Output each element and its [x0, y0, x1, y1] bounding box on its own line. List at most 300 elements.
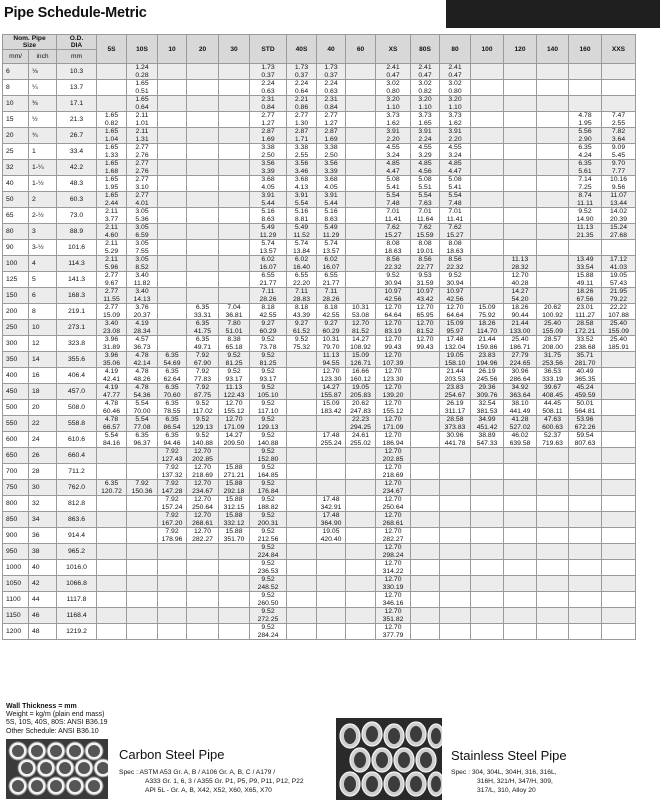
schedule-cell: 53.96 672.26: [569, 416, 602, 432]
schedule-cell: 3.40 14.13: [127, 288, 158, 304]
table-row: [3, 192, 636, 208]
schedule-cell: [411, 352, 440, 368]
schedule-cell: 26.19 311.17: [440, 400, 471, 416]
schedule-cell: [602, 608, 636, 624]
size-mm-cell: 20: [3, 128, 29, 144]
schedule-cell: 4.19 47.77: [97, 384, 127, 400]
schedule-cell: [187, 256, 219, 272]
schedule-cell: [569, 80, 602, 96]
schedule-cell: 52.37 719.63: [537, 432, 569, 448]
schedule-cell: 4.19 42.41: [97, 368, 127, 384]
size-inch-cell: 6: [29, 288, 57, 304]
schedule-cell: 7.62 15.59: [411, 224, 440, 240]
schedule-cell: [537, 480, 569, 496]
schedule-cell: [471, 256, 504, 272]
od-cell: 1016.0: [57, 560, 97, 576]
od-cell: 711.2: [57, 464, 97, 480]
schedule-cell: 12.70 64.64: [376, 304, 411, 320]
schedule-cell: 3.38 2.55: [287, 144, 317, 160]
schedule-cell: [158, 208, 187, 224]
schedule-cell: [537, 208, 569, 224]
schedule-header: 40S: [287, 35, 317, 64]
schedule-cell: 7.11 28.83: [287, 288, 317, 304]
schedule-cell: 9.52 272.25: [250, 608, 287, 624]
size-inch-cell: 1-¼: [29, 160, 57, 176]
schedule-cell: 3.05 8.52: [127, 256, 158, 272]
size-mm-cell: 350: [3, 352, 29, 368]
schedule-cell: 47.63 600.63: [537, 416, 569, 432]
schedule-cell: [537, 176, 569, 192]
schedule-cell: 3.56 3.39: [250, 160, 287, 176]
schedule-cell: 1.73 0.37: [317, 64, 346, 80]
schedule-cell: 28.58 172.21: [569, 320, 602, 336]
schedule-cell: 11.13 122.43: [219, 384, 250, 400]
schedule-cell: 12.70 171.09: [219, 416, 250, 432]
schedule-cell: 46.02 639.58: [504, 432, 537, 448]
size-mm-cell: 600: [3, 432, 29, 448]
schedule-cell: 4.55 3.24: [376, 144, 411, 160]
od-cell: 457.0: [57, 384, 97, 400]
od-cell: 406.4: [57, 368, 97, 384]
schedule-cell: [287, 528, 317, 544]
schedule-cell: 4.85 4.47: [376, 160, 411, 176]
schedule-cell: 9.52 212.56: [250, 528, 287, 544]
schedule-cell: 17.12 41.03: [602, 256, 636, 272]
schedule-cell: [317, 544, 346, 560]
schedule-cell: [317, 592, 346, 608]
schedule-cell: 14.27 209.50: [219, 432, 250, 448]
schedule-cell: 10.97 42.56: [376, 288, 411, 304]
schedule-cell: 3.38 2.50: [250, 144, 287, 160]
schedule-cell: [97, 464, 127, 480]
schedule-cell: [158, 288, 187, 304]
schedule-cell: 10.31 79.70: [317, 336, 346, 352]
od-cell: 1066.8: [57, 576, 97, 592]
schedule-cell: 18.26 114.70: [471, 320, 504, 336]
schedule-cell: 2.77 2.76: [127, 144, 158, 160]
schedule-cell: [158, 560, 187, 576]
size-inch-cell: 3-½: [29, 240, 57, 256]
size-mm-cell: 700: [3, 464, 29, 480]
schedule-cell: [346, 224, 376, 240]
schedule-cell: [471, 464, 504, 480]
schedule-cell: 12.70 186.94: [376, 432, 411, 448]
schedule-cell: 9.52 117.02: [187, 400, 219, 416]
schedule-cell: [219, 112, 250, 128]
schedule-cell: [411, 432, 440, 448]
schedule-cell: [158, 128, 187, 144]
schedule-cell: [127, 496, 158, 512]
schedule-cell: 8.08 19.01: [411, 240, 440, 256]
schedule-cell: 5.08 5.41: [440, 176, 471, 192]
schedule-cell: [158, 304, 187, 320]
schedule-cell: 9.52 248.52: [250, 576, 287, 592]
schedule-cell: 7.92 67.90: [187, 352, 219, 368]
size-mm-cell: 32: [3, 160, 29, 176]
schedule-header: 60: [346, 35, 376, 64]
schedule-cell: 5.74 13.84: [287, 240, 317, 256]
schedule-cell: 12.70 81.52: [411, 320, 440, 336]
schedule-cell: [287, 592, 317, 608]
schedule-cell: 20.62 247.83: [346, 400, 376, 416]
schedule-cell: 7.62 15.27: [440, 224, 471, 240]
schedule-cell: 2.21 0.86: [287, 96, 317, 112]
table-row: [3, 512, 636, 528]
size-inch-cell: 3: [29, 224, 57, 240]
schedule-cell: [504, 208, 537, 224]
schedule-cell: [187, 288, 219, 304]
schedule-cell: [219, 544, 250, 560]
schedule-cell: 1.65 0.82: [97, 112, 127, 128]
schedule-cell: 17.48 364.90: [317, 512, 346, 528]
schedule-cell: [187, 176, 219, 192]
schedule-cell: [346, 192, 376, 208]
schedule-cell: [504, 544, 537, 560]
schedule-cell: 7.80 51.01: [219, 320, 250, 336]
ansi-5s-note: 5S, 10S, 40S, 80S: ANSI B36.19: [6, 719, 108, 727]
schedule-cell: 20.62 100.92: [537, 304, 569, 320]
schedule-cell: 7.92 147.28: [158, 480, 187, 496]
schedule-cell: 9.52 30.94: [376, 272, 411, 288]
schedule-cell: [287, 624, 317, 640]
schedule-cell: [471, 80, 504, 96]
schedule-cell: [537, 560, 569, 576]
schedule-cell: [569, 448, 602, 464]
schedule-cell: 34.92 363.64: [504, 384, 537, 400]
carbon-spec-line: API 5L - Gr. A, B, X42, X52, X60, X65, X70: [145, 787, 272, 794]
schedule-cell: 15.09 126.71: [346, 352, 376, 368]
schedule-cell: 9.52 188.82: [250, 496, 287, 512]
size-inch-cell: 2-½: [29, 208, 57, 224]
schedule-cell: 6.35 41.75: [187, 320, 219, 336]
schedule-cell: [504, 224, 537, 240]
schedule-cell: [97, 80, 127, 96]
od-cell: 141.3: [57, 272, 97, 288]
schedule-cell: 6.02 16.07: [250, 256, 287, 272]
schedule-cell: 19.05 420.40: [317, 528, 346, 544]
schedule-cell: [97, 96, 127, 112]
schedule-cell: [537, 576, 569, 592]
schedule-cell: 2.24 0.63: [250, 80, 287, 96]
schedule-cell: 2.41 0.47: [411, 64, 440, 80]
od-cell: 273.1: [57, 320, 97, 336]
schedule-cell: 9.52 30.94: [440, 272, 471, 288]
schedule-cell: 6.35 120.72: [97, 480, 127, 496]
schedule-cell: 6.35 96.37: [127, 432, 158, 448]
schedule-cell: 12.70 99.43: [411, 336, 440, 352]
schedule-cell: [158, 160, 187, 176]
schedule-cell: 2.11 5.29: [97, 240, 127, 256]
od-cell: 812.8: [57, 496, 97, 512]
schedule-cell: [471, 128, 504, 144]
schedule-cell: [127, 624, 158, 640]
schedule-cell: [346, 176, 376, 192]
schedule-cell: 8.74 11.11: [569, 192, 602, 208]
table-row: [3, 240, 636, 256]
title-bar: [0, 0, 660, 28]
schedule-cell: [187, 112, 219, 128]
schedule-cell: [504, 112, 537, 128]
stainless-pipe-photo: [336, 718, 442, 800]
schedule-cell: 7.04 36.81: [219, 304, 250, 320]
schedule-cell: [504, 160, 537, 176]
schedule-cell: [602, 96, 636, 112]
schedule-cell: 3.56 3.39: [317, 160, 346, 176]
schedule-cell: 7.92 178.96: [158, 528, 187, 544]
schedule-cell: 10.97 42.56: [440, 288, 471, 304]
schedule-cell: [471, 224, 504, 240]
table-row: [3, 96, 636, 112]
schedule-cell: [504, 464, 537, 480]
size-inch-cell: 5: [29, 272, 57, 288]
schedule-cell: 8.18 42.55: [250, 304, 287, 320]
schedule-cell: 9.09 5.45: [602, 144, 636, 160]
od-cell: 508.0: [57, 400, 97, 416]
schedule-cell: 35.71 281.70: [569, 352, 602, 368]
schedule-cell: [187, 80, 219, 96]
schedule-cell: 9.27 60.29: [317, 320, 346, 336]
schedule-cell: [97, 624, 127, 640]
schedule-cell: 16.66 160.12: [346, 368, 376, 384]
schedule-cell: 1.65 1.33: [97, 144, 127, 160]
schedule-cell: [287, 560, 317, 576]
schedule-cell: 26.19 245.56: [471, 368, 504, 384]
schedule-cell: [471, 576, 504, 592]
schedule-cell: [537, 160, 569, 176]
schedule-cell: [127, 608, 158, 624]
schedule-cell: [158, 112, 187, 128]
table-row: [3, 432, 636, 448]
schedule-cell: 4.57 36.73: [127, 336, 158, 352]
schedule-cell: 3.20 1.10: [411, 96, 440, 112]
schedule-cell: [440, 592, 471, 608]
schedule-cell: [187, 144, 219, 160]
schedule-cell: 4.78 66.57: [97, 416, 127, 432]
schedule-cell: [219, 448, 250, 464]
schedule-cell: 2.77 3.10: [127, 176, 158, 192]
schedule-cell: 3.68 4.05: [317, 176, 346, 192]
schedule-cell: [346, 160, 376, 176]
schedule-cell: 12.70 282.27: [187, 528, 219, 544]
table-row: [3, 400, 636, 416]
table-row: [3, 592, 636, 608]
schedule-cell: [537, 80, 569, 96]
schedule-cell: 2.11 3.77: [97, 208, 127, 224]
schedule-cell: [158, 576, 187, 592]
schedule-header: XXS: [602, 35, 636, 64]
schedule-cell: 7.92 87.75: [187, 384, 219, 400]
schedule-cell: [97, 512, 127, 528]
schedule-cell: [569, 464, 602, 480]
schedule-cell: [287, 512, 317, 528]
schedule-cell: [127, 592, 158, 608]
schedule-cell: 3.91 2.24: [411, 128, 440, 144]
schedule-cell: [287, 400, 317, 416]
table-row: [3, 160, 636, 176]
schedule-cell: [504, 192, 537, 208]
schedule-cell: [187, 192, 219, 208]
od-cell: 1219.2: [57, 624, 97, 640]
schedule-cell: 15.09 95.97: [440, 320, 471, 336]
table-row: [3, 256, 636, 272]
schedule-cell: 12.70 139.20: [376, 384, 411, 400]
schedule-cell: [287, 464, 317, 480]
schedule-cell: 3.40 11.82: [127, 272, 158, 288]
schedule-header: 10: [158, 35, 187, 64]
schedule-cell: 9.52 176.84: [250, 480, 287, 496]
size-mm-cell: 1200: [3, 624, 29, 640]
schedule-cell: 11.13 28.32: [504, 256, 537, 272]
schedule-cell: 2.11 1.31: [127, 128, 158, 144]
schedule-cell: [504, 80, 537, 96]
od-cell: 17.1: [57, 96, 97, 112]
schedule-cell: [97, 528, 127, 544]
size-mm-cell: 650: [3, 448, 29, 464]
schedule-cell: [471, 528, 504, 544]
size-mm-cell: 125: [3, 272, 29, 288]
schedule-cell: [471, 544, 504, 560]
schedule-cell: 2.77 9.67: [97, 272, 127, 288]
schedule-cell: 6.35 78.55: [158, 400, 187, 416]
schedule-cell: [537, 128, 569, 144]
schedule-cell: [471, 240, 504, 256]
size-mm-cell: 500: [3, 400, 29, 416]
schedule-cell: [471, 208, 504, 224]
schedule-cell: 30.96 286.64: [504, 368, 537, 384]
size-inch-cell: 14: [29, 352, 57, 368]
size-inch-cell: 36: [29, 528, 57, 544]
schedule-cell: [219, 128, 250, 144]
schedule-cell: [504, 512, 537, 528]
table-row: [3, 64, 636, 80]
size-inch-cell: 26: [29, 448, 57, 464]
schedule-cell: 2.87 1.71: [287, 128, 317, 144]
schedule-cell: 7.14 7.25: [569, 176, 602, 192]
schedule-cell: 19.05 57.43: [602, 272, 636, 288]
carbon-spec-line: A333 Gr. 1, 6, 3 / A355 Gr. P1, P5, P9, P11, P12, P22: [145, 778, 304, 785]
size-inch-cell: 48: [29, 624, 57, 640]
schedule-cell: 21.95 79.22: [602, 288, 636, 304]
schedule-cell: 41.28 527.02: [504, 416, 537, 432]
schedule-cell: 3.91 5.44: [250, 192, 287, 208]
schedule-cell: [346, 96, 376, 112]
od-cell: 88.9: [57, 224, 97, 240]
schedule-cell: 50.01 564.81: [569, 400, 602, 416]
size-mm-cell: 6: [3, 64, 29, 80]
schedule-cell: 2.87 1.69: [317, 128, 346, 144]
schedule-cell: 31.75 253.56: [537, 352, 569, 368]
schedule-cell: [411, 624, 440, 640]
schedule-cell: [504, 176, 537, 192]
schedule-cell: [346, 448, 376, 464]
schedule-cell: [346, 240, 376, 256]
schedule-cell: [504, 64, 537, 80]
schedule-cell: 40.49 365.35: [569, 368, 602, 384]
schedule-cell: [602, 544, 636, 560]
schedule-cell: [471, 560, 504, 576]
schedule-cell: [471, 112, 504, 128]
schedule-cell: [537, 608, 569, 624]
table-row: [3, 624, 636, 640]
schedule-cell: 6.55 21.77: [250, 272, 287, 288]
schedule-cell: [569, 480, 602, 496]
schedule-cell: 25.40 185.91: [602, 336, 636, 352]
schedule-cell: [158, 272, 187, 288]
schedule-cell: 36.53 333.19: [537, 368, 569, 384]
schedule-cell: 6.35 70.60: [158, 384, 187, 400]
table-row: [3, 320, 636, 336]
schedule-cell: [602, 352, 636, 368]
schedule-cell: 8.18 43.39: [287, 304, 317, 320]
schedule-cell: 5.54 7.63: [411, 192, 440, 208]
schedule-cell: 5.16 8.63: [317, 208, 346, 224]
schedule-cell: 15.24 27.68: [602, 224, 636, 240]
od-cell: 10.3: [57, 64, 97, 80]
schedule-cell: [569, 240, 602, 256]
schedule-cell: [187, 208, 219, 224]
schedule-cell: [287, 368, 317, 384]
schedule-cell: 11.13 94.55: [317, 352, 346, 368]
schedule-cell: 24.61 255.02: [346, 432, 376, 448]
schedule-cell: [287, 608, 317, 624]
schedule-cell: 22.23 294.25: [346, 416, 376, 432]
schedule-cell: [504, 624, 537, 640]
schedule-cell: 7.92 127.43: [158, 448, 187, 464]
schedule-cell: [440, 480, 471, 496]
schedule-cell: 28.57 208.00: [537, 336, 569, 352]
od-cell: 219.1: [57, 304, 97, 320]
schedule-cell: [158, 320, 187, 336]
schedule-cell: [602, 384, 636, 400]
nom-pipe-size-header: Nom. Pipe Size: [3, 35, 57, 50]
schedule-cell: [537, 288, 569, 304]
schedule-header: 5S: [97, 35, 127, 64]
schedule-cell: 2.41 0.47: [376, 64, 411, 80]
schedule-cell: [537, 448, 569, 464]
schedule-cell: [569, 64, 602, 80]
size-mm-cell: 25: [3, 144, 29, 160]
stainless-steel-spec: [451, 768, 651, 795]
schedule-cell: [346, 208, 376, 224]
schedule-cell: 3.05 7.55: [127, 240, 158, 256]
od-cell: 26.7: [57, 128, 97, 144]
schedule-cell: [471, 96, 504, 112]
size-inch-cell: 4: [29, 256, 57, 272]
schedule-cell: 7.92 77.83: [187, 368, 219, 384]
dark-band: [446, 0, 660, 28]
schedule-cell: 2.11 1.01: [127, 112, 158, 128]
size-inch-cell: 22: [29, 416, 57, 432]
schedule-cell: 45.24 459.59: [569, 384, 602, 400]
stainless-spec-line: Spec : 304, 304L, 304H, 316, 316L,: [451, 769, 557, 776]
od-cell: 355.6: [57, 352, 97, 368]
schedule-cell: [97, 560, 127, 576]
schedule-cell: 15.88 292.18: [219, 480, 250, 496]
schedule-cell: 3.73 1.65: [411, 112, 440, 128]
size-mm-cell: 1050: [3, 576, 29, 592]
schedule-cell: [219, 560, 250, 576]
od-cell: 323.8: [57, 336, 97, 352]
schedule-cell: 4.78 54.36: [127, 384, 158, 400]
carbon-steel-title: Carbon Steel Pipe: [119, 747, 225, 762]
schedule-cell: [97, 608, 127, 624]
schedule-cell: [346, 480, 376, 496]
schedule-cell: [97, 544, 127, 560]
size-inch-cell: 8: [29, 304, 57, 320]
schedule-cell: 2.77 1.30: [287, 112, 317, 128]
schedule-cell: [440, 512, 471, 528]
schedule-cell: [411, 464, 440, 480]
